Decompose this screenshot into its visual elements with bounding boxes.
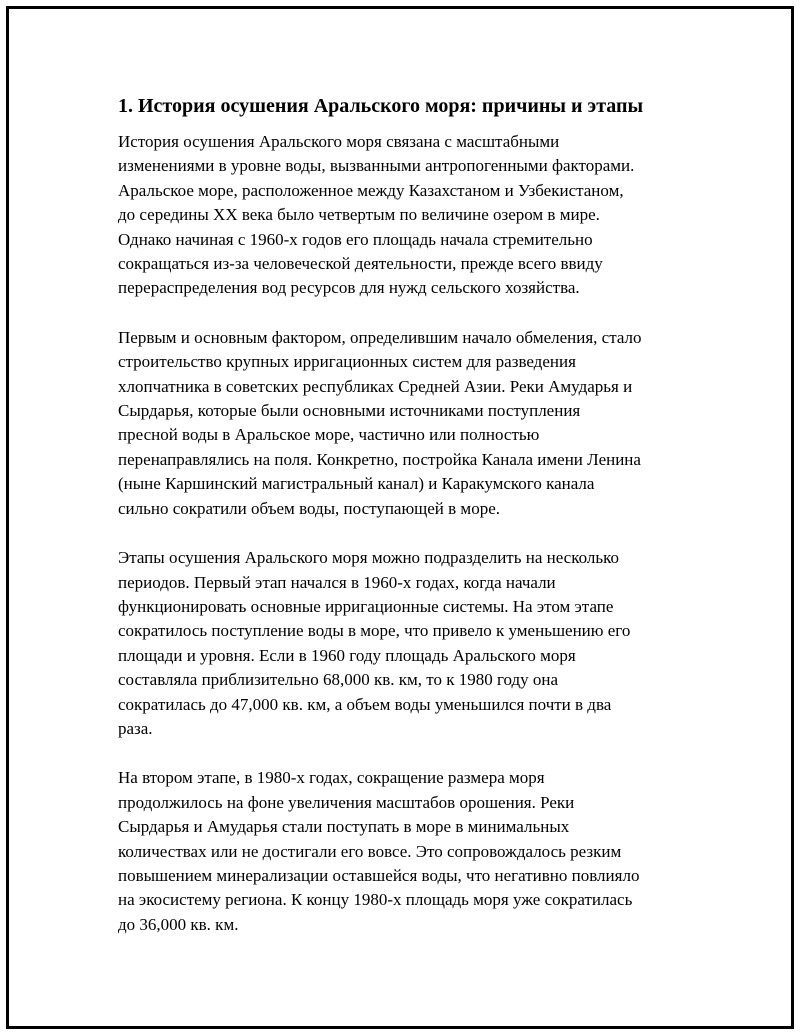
- document-body: [118, 92, 688, 962]
- text-line: на экосистему региона. К концу 1980-х площадь моря уже сократилась: [118, 890, 633, 910]
- text-line: сократилось поступление воды в море, что привело к уменьшению его: [118, 621, 631, 641]
- text-line: Однако начиная с 1960-х годов его площадь начала стремительно: [118, 229, 593, 249]
- text-line: хлопчатника в советских республиках Средней Азии. Реки Амударья и: [118, 376, 633, 396]
- text-line: периодов. Первый этап начался в 1960-х годах, когда начали: [118, 572, 556, 592]
- text-line: продолжилось на фоне увеличения масштабов орошения. Реки: [118, 792, 575, 812]
- text-line: перераспределения вод ресурсов для нужд сельского хозяйства.: [118, 278, 580, 298]
- text-line: Сырдарья, которые были основными источниками поступления: [118, 401, 581, 421]
- text-line: Аральское море, расположенное между Казахстаном и Узбекистаном,: [118, 180, 624, 200]
- text-line: История осушения Аральского моря связана с масштабными: [118, 132, 560, 151]
- text-line: сокращаться из-за человеческой деятельности, прежде всего ввиду: [118, 254, 603, 274]
- text-line: Этапы осушения Аральского моря можно подразделить на несколько: [118, 548, 620, 568]
- text-line: составляла приблизительно 68,000 кв. км, то к 1980 году она: [118, 670, 559, 690]
- text-line: пресной воды в Аральское море, частично или полностью: [118, 425, 540, 445]
- text-line: площади и уровня. Если в 1960 году площадь Аральского моря: [118, 645, 576, 665]
- text-line: Сырдарья и Амударья стали поступать в море в минимальных: [118, 817, 570, 837]
- section-heading: 1. История осушения Аральского моря: причины и этапы: [118, 95, 644, 117]
- text-line: изменениями в уровне воды, вызванными антропогенными факторами.: [118, 156, 635, 176]
- paragraph-2: [118, 326, 688, 521]
- text-line: строительство крупных ирригационных систем для разведения: [118, 352, 576, 372]
- text-line: до 36,000 кв. км.: [118, 914, 239, 934]
- text-line: количествах или не достигали его вовсе. Это сопровождалось резким: [118, 841, 622, 861]
- text-line: функционировать основные ирригационные системы. На этом этапе: [118, 596, 614, 616]
- paragraph-1: [118, 130, 688, 301]
- text-line: перенаправлялись на поля. Конкретно, постройка Канала имени Ленина: [118, 449, 641, 469]
- text-line: раза.: [118, 718, 153, 738]
- paragraph-4: [118, 766, 688, 937]
- text-line: сократилась до 47,000 кв. км, а объем воды уменьшился почти в два: [118, 694, 612, 714]
- text-line: На втором этапе, в 1980-х годах, сокращение размера моря: [118, 768, 545, 788]
- text-line: до середины XX века было четвертым по величине озером в мире.: [118, 205, 600, 225]
- text-line: повышением минерализации оставшейся воды, что негативно повлияло: [118, 865, 640, 885]
- paragraph-3: [118, 546, 688, 741]
- text-line: сильно сократили объем воды, поступающей в море.: [118, 498, 500, 518]
- text-line: Первым и основным фактором, определившим начало обмеления, стало: [118, 327, 642, 347]
- text-line: (ныне Каршинский магистральный канал) и Каракумского канала: [118, 474, 595, 494]
